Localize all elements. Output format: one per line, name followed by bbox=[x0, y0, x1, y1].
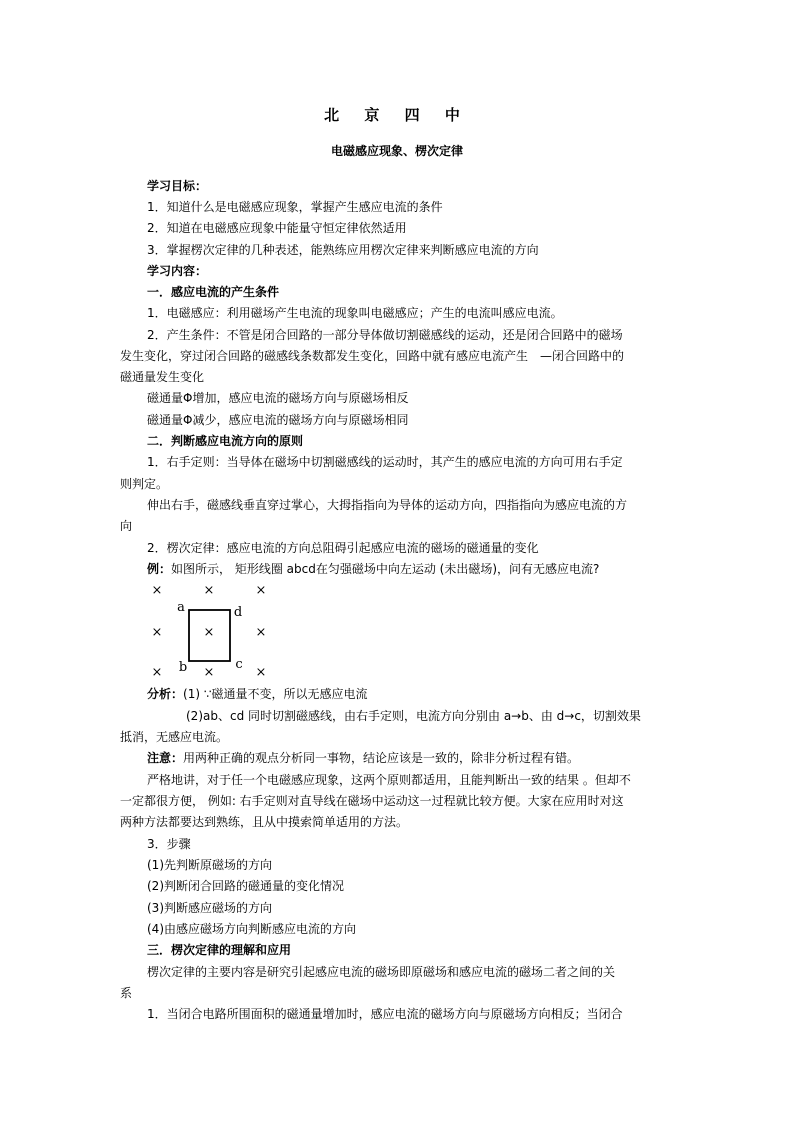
analysis-line-2a: (2)ab、cd 同时切割磁感线，由右手定则，电流方向分别由 a→b、由 d→c，切割效果 bbox=[186, 709, 641, 723]
analysis-text-1: (1) ∵磁通量不变，所以无感应电流 bbox=[183, 687, 368, 701]
s2-para-2a: 伸出右手，磁感线垂直穿过掌心，大拇指指向为导体的运动方向，四指指向为感应电流的方 bbox=[147, 498, 628, 512]
steps-heading: 3．步骤 bbox=[147, 837, 191, 851]
s3-para-1a: 楞次定律的主要内容是研究引起感应电流的磁场即原磁场和感应电流的磁场二者之间的关 bbox=[147, 965, 616, 979]
s3-para-1b: 系 bbox=[120, 986, 133, 1000]
s1-para-2c: 磁通量发生变化 bbox=[120, 370, 205, 384]
s1-para-2b: 发生变化，穿过闭合回路的磁感线条数都发生变化，回路中就有感应电流产生 —闭合回路中的 bbox=[120, 349, 625, 363]
content-heading: 学习内容： bbox=[147, 264, 208, 278]
strict-para-b: 一定都很方便， 例如: 右手定则对直导线在磁场中运动这一过程就比较方便。大家在应用时对这 bbox=[120, 794, 624, 808]
goals-heading: 学习目标： bbox=[147, 179, 208, 193]
note-label: 注意： bbox=[147, 751, 184, 765]
school-title: 北 京 四 中 bbox=[324, 106, 470, 124]
field-cross: × bbox=[151, 625, 163, 640]
field-cross: × bbox=[151, 583, 163, 598]
corner-label-c: c bbox=[235, 657, 243, 672]
s2-para-1b: 则判定。 bbox=[120, 477, 169, 491]
corner-label-b: b bbox=[178, 660, 188, 675]
goal-1: 1．知道什么是电磁感应现象，掌握产生感应电流的条件 bbox=[147, 200, 443, 214]
note-line bbox=[147, 750, 579, 766]
s1-para-2a: 2．产生条件：不管是闭合回路的一部分导体做切割磁感线的运动，还是闭合回路中的磁场 bbox=[147, 328, 623, 342]
step-1: (1)先判断原磁场的方向 bbox=[147, 858, 272, 872]
strict-para-c: 两种方法都要达到熟练，且从中摸索简单适用的方法。 bbox=[120, 815, 409, 829]
corner-label-a: a bbox=[177, 600, 185, 615]
coil-figure bbox=[145, 580, 285, 680]
field-cross: × bbox=[255, 625, 267, 640]
analysis-label: 分析： bbox=[147, 687, 184, 701]
corner-label-d: d bbox=[233, 605, 243, 620]
goal-3: 3．掌握楞次定律的几种表述，能熟练应用楞次定律来判断感应电流的方向 bbox=[147, 243, 539, 257]
step-2: (2)判断闭合回路的磁通量的变化情况 bbox=[147, 879, 344, 893]
section-3-heading: 三．楞次定律的理解和应用 bbox=[147, 943, 292, 957]
field-cross: × bbox=[203, 583, 215, 598]
analysis-line-2b: 抵消，无感应电流。 bbox=[120, 730, 229, 744]
s3-para-2: 1．当闭合电路所围面积的磁通量增加时，感应电流的磁场方向与原磁场方向相反；当闭合 bbox=[147, 1007, 623, 1021]
goal-2: 2．知道在电磁感应现象中能量守恒定律依然适用 bbox=[147, 221, 407, 235]
step-4: (4)由感应磁场方向判断感应电流的方向 bbox=[147, 922, 356, 936]
strict-para-a: 严格地讲，对于任一个电磁感应现象，这两个原则都适用，且能判断出一致的结果 。但却不 bbox=[147, 773, 631, 787]
section-1-heading: 一．感应电流的产生条件 bbox=[147, 285, 280, 299]
example-line bbox=[147, 561, 599, 577]
step-3: (3)判断感应磁场的方向 bbox=[147, 901, 272, 915]
s1-flux-increase: 磁通量Φ增加，感应电流的磁场方向与原磁场相反 bbox=[147, 391, 409, 405]
s2-para-1a: 1．右手定则：当导体在磁场中切割磁感线的运动时，其产生的感应电流的方向可用右手定 bbox=[147, 455, 623, 469]
field-cross: × bbox=[203, 665, 215, 680]
example-text: 如图所示， 矩形线圈 abcd在匀强磁场中向左运动 (未出磁场)，问有无感应电流? bbox=[171, 562, 600, 576]
example-label: 例： bbox=[147, 562, 172, 576]
analysis-line-1 bbox=[147, 686, 367, 702]
coil-diagram bbox=[145, 580, 285, 680]
note-text: 用两种正确的观点分析同一事物，结论应该是一致的，除非分析过程有错。 bbox=[183, 751, 580, 765]
section-2-heading: 二．判断感应电流方向的原则 bbox=[147, 434, 304, 448]
s2-para-3: 2．楞次定律：感应电流的方向总阻碍引起感应电流的磁场的磁通量的变化 bbox=[147, 541, 539, 555]
field-cross: × bbox=[203, 625, 215, 640]
lesson-title: 电磁感应现象、楞次定律 bbox=[330, 144, 463, 158]
field-cross: × bbox=[255, 665, 267, 680]
s2-para-2b: 向 bbox=[120, 519, 133, 533]
s1-flux-decrease: 磁通量Φ减少，感应电流的磁场方向与原磁场相同 bbox=[147, 413, 409, 427]
field-cross: × bbox=[151, 665, 163, 680]
s1-para-1: 1．电磁感应：利用磁场产生电流的现象叫电磁感应；产生的电流叫感应电流。 bbox=[147, 306, 563, 320]
field-cross: × bbox=[255, 583, 267, 598]
